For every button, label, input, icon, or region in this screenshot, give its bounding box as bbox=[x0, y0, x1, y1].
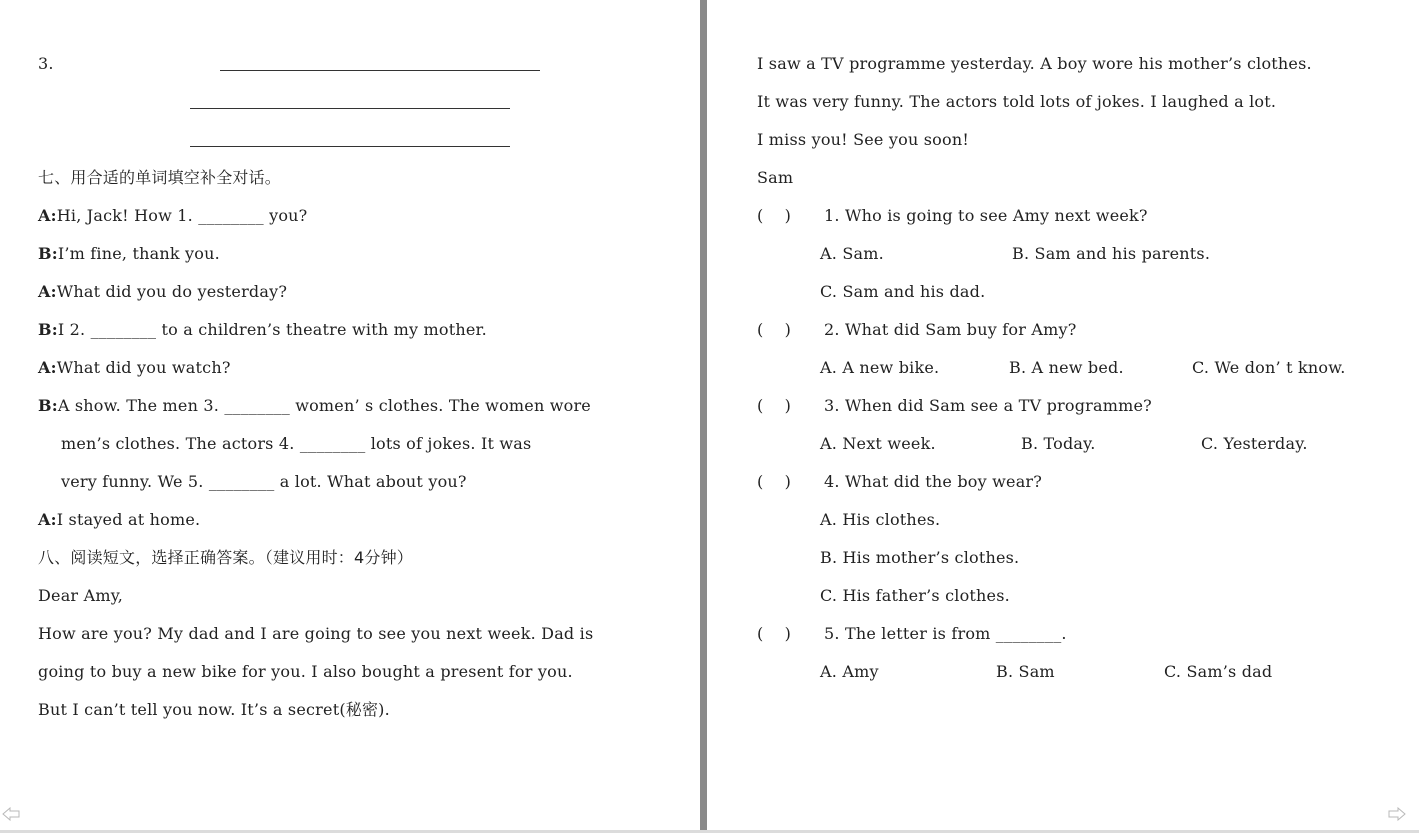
section-8-title: 八、阅读短文，选择正确答案。（建议用时：4分钟） bbox=[38, 548, 413, 567]
left-page bbox=[0, 0, 700, 833]
answer-bracket[interactable]: ( ) bbox=[757, 396, 792, 415]
option-c: C. Yesterday. bbox=[1201, 434, 1308, 453]
letter-line: going to buy a new bike for you. I also bought a present for you. bbox=[38, 662, 573, 681]
option-c: C. We don’ t know. bbox=[1192, 358, 1346, 377]
letter-line: I saw a TV programme yesterday. A boy wore his mother’s clothes. bbox=[757, 54, 1312, 73]
dialog-line: A:What did you watch? bbox=[38, 358, 231, 377]
dialog-line: A:I stayed at home. bbox=[38, 510, 201, 529]
page-divider bbox=[700, 0, 707, 833]
letter-line: But I can’t tell you now. It’s a secret(秘密). bbox=[38, 700, 390, 719]
option-b: B. Today. bbox=[1021, 434, 1096, 453]
dialog-line: B:I 2. ________ to a children’s theatre with my mother. bbox=[38, 320, 487, 339]
question-text: 2. What did Sam buy for Amy? bbox=[824, 320, 1077, 339]
arrow-left-icon[interactable] bbox=[2, 807, 20, 821]
answer-line-1 bbox=[220, 70, 540, 71]
option-a: A. Amy bbox=[820, 662, 879, 681]
answer-bracket[interactable]: ( ) bbox=[757, 320, 792, 339]
arrow-left-icon bbox=[2, 807, 20, 821]
dialog-line: A:Hi, Jack! How 1. ________ you? bbox=[38, 206, 308, 225]
option-b: B. His mother’s clothes. bbox=[820, 548, 1020, 567]
answer-line-2 bbox=[190, 108, 510, 109]
answer-bracket[interactable]: ( ) bbox=[757, 624, 792, 643]
question-3-number: 3. bbox=[38, 54, 54, 73]
letter-line: It was very funny. The actors told lots of jokes. I laughed a lot. bbox=[757, 92, 1277, 111]
dialog-line: A:What did you do yesterday? bbox=[38, 282, 288, 301]
answer-bracket[interactable]: ( ) bbox=[757, 206, 792, 225]
dialog-line: B:A show. The men 3. ________ women’ s clothes. The women wore bbox=[38, 396, 591, 415]
answer-line-3 bbox=[190, 146, 510, 147]
dialog-line: very funny. We 5. ________ a lot. What about you? bbox=[61, 472, 467, 491]
option-c: C. His father’s clothes. bbox=[820, 586, 1010, 605]
dialog-line: men’s clothes. The actors 4. ________ lots of jokes. It was bbox=[61, 434, 532, 453]
question-text: 1. Who is going to see Amy next week? bbox=[824, 206, 1148, 225]
section-7-title: 七、用合适的单词填空补全对话。 bbox=[38, 168, 282, 187]
letter-line: Dear Amy, bbox=[38, 586, 124, 605]
option-b: B. Sam bbox=[996, 662, 1055, 681]
arrow-right-icon[interactable] bbox=[1388, 807, 1406, 821]
option-a: A. Sam. bbox=[820, 244, 884, 263]
letter-line: How are you? My dad and I are going to see you next week. Dad is bbox=[38, 624, 594, 643]
option-a: A. A new bike. bbox=[820, 358, 940, 377]
option-a: A. Next week. bbox=[820, 434, 936, 453]
arrow-right-icon bbox=[1388, 807, 1406, 821]
answer-bracket[interactable]: ( ) bbox=[757, 472, 792, 491]
letter-signature: Sam bbox=[757, 168, 794, 187]
question-text: 4. What did the boy wear? bbox=[824, 472, 1043, 491]
option-c: C. Sam and his dad. bbox=[820, 282, 986, 301]
dialog-line: B:I’m fine, thank you. bbox=[38, 244, 220, 263]
question-text: 3. When did Sam see a TV programme? bbox=[824, 396, 1152, 415]
option-c: C. Sam’s dad bbox=[1164, 662, 1273, 681]
question-text: 5. The letter is from ________. bbox=[824, 624, 1067, 643]
option-b: B. Sam and his parents. bbox=[1012, 244, 1211, 263]
letter-line: I miss you! See you soon! bbox=[757, 130, 969, 149]
right-page bbox=[707, 0, 1419, 833]
option-b: B. A new bed. bbox=[1009, 358, 1124, 377]
option-a: A. His clothes. bbox=[820, 510, 941, 529]
